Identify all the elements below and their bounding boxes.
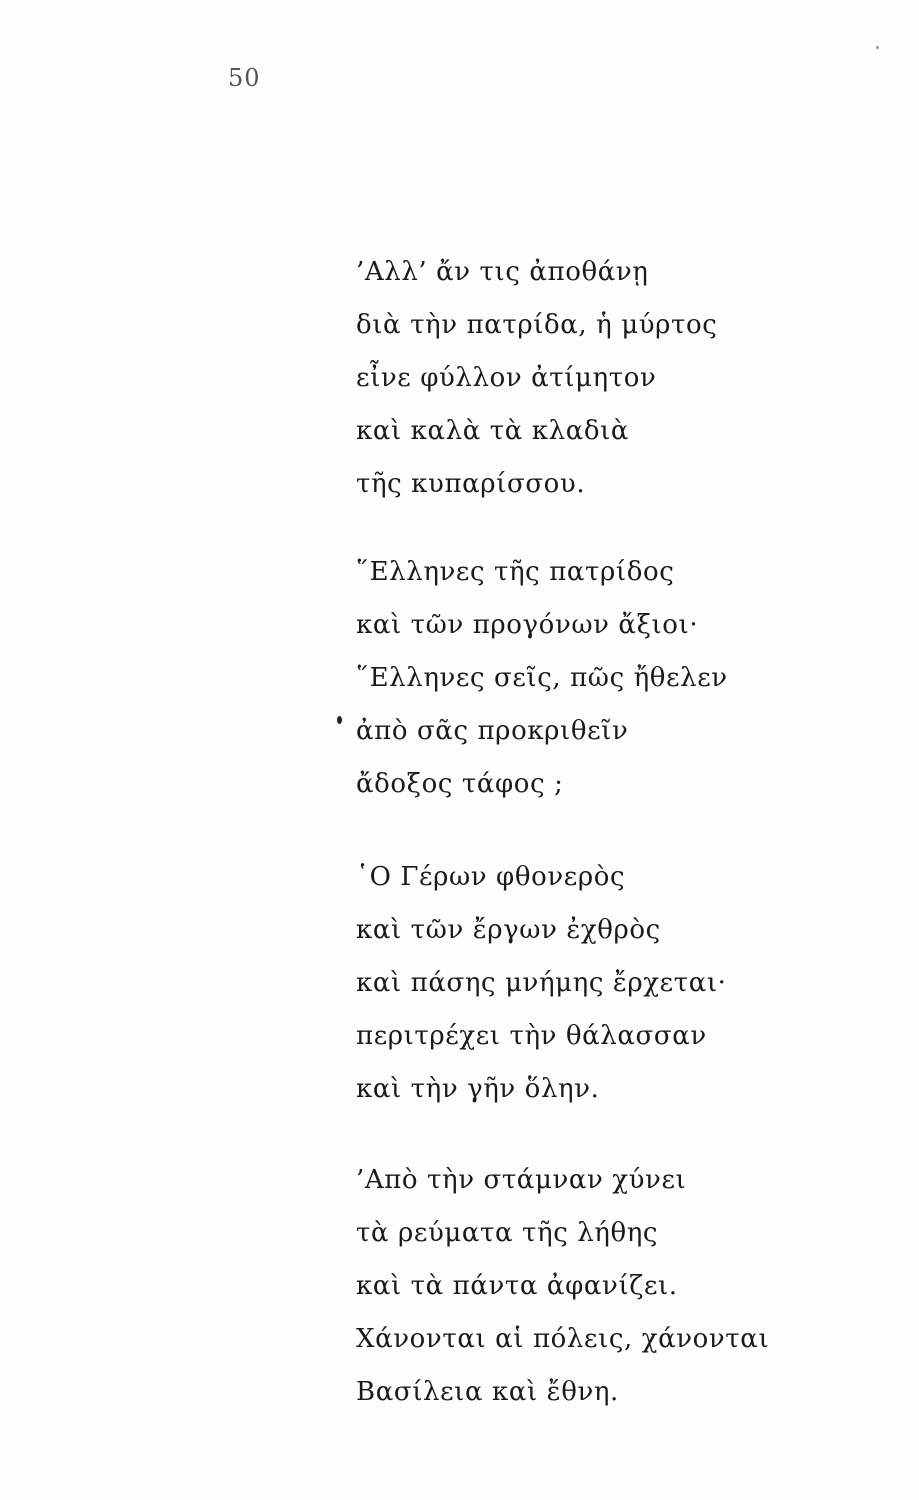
page-number: 50 (228, 64, 261, 92)
poem-line: εἶνε φύλλον ἀτίμητον (356, 363, 657, 393)
poem-line: ῞Ελληνες σεῖς, πῶς ἤθελεν (356, 663, 728, 693)
poem-line: Χάνονται αἱ πόλεις, χάνονται (356, 1324, 770, 1354)
ink-mark (337, 716, 342, 724)
poem-line: Βασίλεια καὶ ἔθνη. (356, 1377, 619, 1407)
poem-line: καὶ πάσης μνήμης ἔρχεται· (356, 968, 727, 998)
poem-line: καὶ τῶν ἔργων ἐχθρὸς (356, 915, 661, 945)
poem-line: τῆς κυπαρίσσου. (356, 469, 586, 499)
stanza-1 (356, 246, 876, 511)
poem-line: καὶ τὴν γῆν ὅλην. (356, 1074, 600, 1104)
poem-line: ῞Ελληνες τῆς πατρίδος (356, 557, 675, 587)
poem-line: ῾Ο Γέρων φθονερὸς (356, 862, 626, 892)
poem-line: διὰ τὴν πατρίδα, ἡ μύρτος (356, 310, 718, 340)
poem-line: τὰ ρεύματα τῆς λήθης (356, 1218, 659, 1248)
poem-line: ἀπὸ σᾶς προκριθεῖν (356, 716, 629, 746)
poem-line: ἄδοξος τάφος ; (356, 769, 564, 799)
stanza-3 (356, 851, 876, 1116)
paper-speck (876, 46, 879, 49)
poem-line: καὶ τῶν προγόνων ἄξιοι· (356, 610, 699, 640)
poem-line: καὶ καλὰ τὰ κλαδιὰ (356, 416, 630, 446)
stanza-4 (356, 1154, 876, 1419)
poem-line: ’Αλλ’ ἄν τις ἀποθάνῃ (356, 257, 649, 287)
stanza-2 (356, 546, 876, 811)
poem-line: ’Απὸ τὴν στάμναν χύνει (356, 1165, 687, 1195)
poem-line: καὶ τὰ πάντα ἀφανίζει. (356, 1271, 678, 1301)
poem-text (356, 246, 876, 1459)
poem-line: περιτρέχει τὴν θάλασσαν (356, 1021, 707, 1051)
